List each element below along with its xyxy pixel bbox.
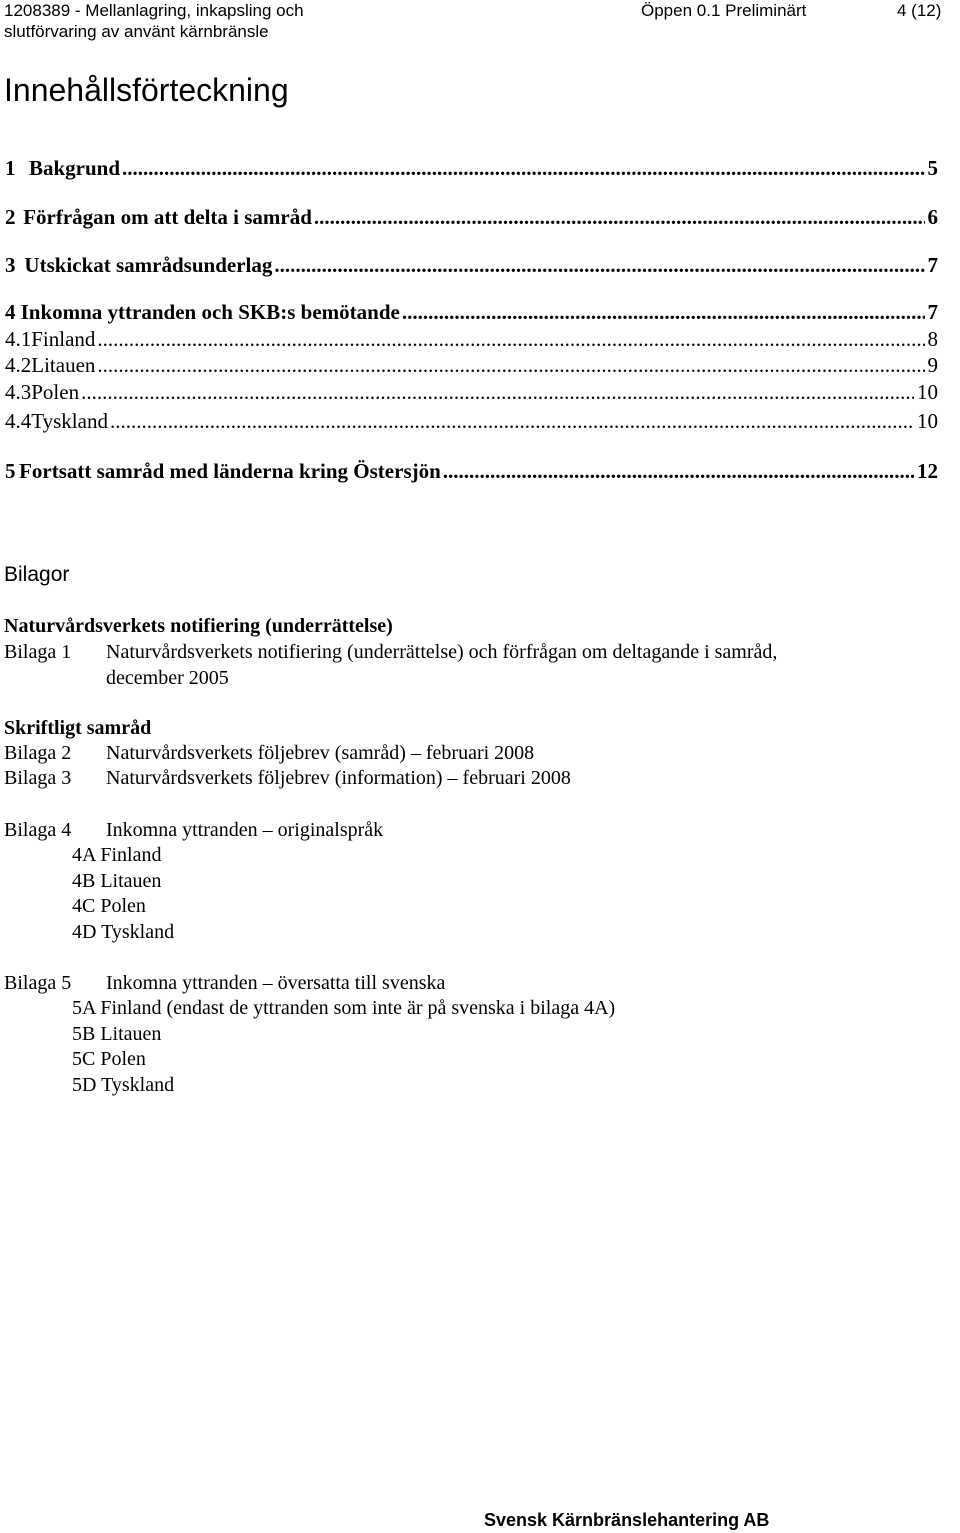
appendix-label: Bilaga 3 (4, 767, 72, 789)
header-doc-title-line2: slutförvaring av använt kärnbränsle (4, 22, 269, 41)
toc-page: 10 (917, 409, 938, 433)
toc-page: 7 (927, 300, 938, 324)
toc-label: Bakgrund (28, 156, 120, 180)
appendix-entry (0, 742, 960, 768)
toc-leader-dots (97, 327, 924, 352)
toc-label: Förfrågan om att delta i samråd (23, 205, 312, 229)
toc-page: 5 (927, 156, 938, 180)
toc-leader-dots (443, 459, 914, 484)
header-doc-title-line1: 1208389 - Mellanlagring, inkapsling och (4, 1, 304, 20)
toc-leader-dots (81, 380, 914, 405)
appendix-sub-item: 5C Polen (72, 1048, 146, 1070)
appendix-sub-item: 4C Polen (72, 895, 146, 917)
appendix-text: Naturvårdsverkets följebrev (samråd) – februari 2008 (106, 742, 535, 764)
toc-number: 2 (5, 205, 16, 229)
toc-leader-dots (274, 253, 924, 278)
appendix-label: Bilaga 1 (4, 641, 72, 663)
appendix-label: Bilaga 2 (4, 742, 72, 764)
toc-page: 12 (917, 459, 938, 483)
appendix-sub-item: 5D Tyskland (72, 1074, 175, 1096)
toc-label: Litauen (31, 353, 96, 377)
appendix-sub-item: 4A Finland (72, 844, 162, 866)
toc-entry[interactable] (5, 300, 938, 325)
toc-number: 4 (5, 300, 16, 324)
appendix-entry (0, 819, 960, 845)
appendix-text: Naturvårdsverkets följebrev (information) – februari 2008 (106, 767, 571, 789)
toc-leader-dots (314, 205, 925, 230)
toc-label: Utskickat samrådsunderlag (24, 253, 273, 277)
page-title: Innehållsförteckning (4, 72, 289, 108)
toc-label: Tyskland (31, 409, 108, 433)
toc-number: 1 (5, 156, 16, 180)
toc-entry[interactable] (5, 353, 938, 378)
appendix-text: Naturvårdsverkets notifiering (underrättelse) och förfrågan om deltagande i samråd, (106, 641, 778, 663)
toc-page: 10 (917, 380, 938, 404)
appendix-sub-item: 4B Litauen (72, 870, 162, 892)
toc-label: Polen (31, 380, 80, 404)
toc-page: 9 (927, 353, 938, 377)
toc-entry[interactable] (5, 459, 938, 484)
toc-label: Finland (31, 327, 96, 351)
toc-label: Fortsatt samråd med länderna kring Östersjön (19, 459, 441, 483)
toc-leader-dots (97, 353, 924, 378)
appendix-entry (0, 767, 960, 793)
footer-company: Svensk Kärnbränslehantering AB (484, 1510, 770, 1530)
toc-number: 4.4 (5, 409, 32, 433)
toc-label: Inkomna yttranden och SKB:s bemötande (20, 300, 400, 324)
appendix-text-continued: december 2005 (106, 667, 229, 689)
toc-entry[interactable] (5, 327, 938, 352)
toc-page: 8 (927, 327, 938, 351)
appendix-entry (0, 972, 960, 998)
appendix-text: Inkomna yttranden – översatta till svenska (106, 972, 446, 994)
appendix-sub-item: 5A Finland (endast de yttranden som inte är på svenska i bilaga 4A) (72, 997, 616, 1019)
header-status: Öppen 0.1 Preliminärt (641, 1, 807, 20)
toc-number: 4.1 (5, 327, 32, 351)
toc-entry[interactable] (5, 380, 938, 405)
appendix-label: Bilaga 4 (4, 819, 72, 841)
section-heading-notification: Naturvårdsverkets notifiering (underrättelse) (4, 615, 393, 637)
toc-entry[interactable] (5, 156, 938, 181)
toc-number: 5 (5, 459, 16, 483)
toc-page: 6 (927, 205, 938, 229)
toc-entry[interactable] (5, 409, 938, 434)
appendix-sub-item: 4D Tyskland (72, 921, 175, 943)
toc-entry[interactable] (5, 253, 938, 278)
toc-number: 4.3 (5, 380, 32, 404)
toc-entry[interactable] (5, 205, 938, 230)
toc-number: 3 (5, 253, 16, 277)
appendices-heading: Bilagor (4, 563, 70, 586)
appendix-entry (0, 641, 960, 693)
appendix-text: Inkomna yttranden – originalspråk (106, 819, 384, 841)
toc-page: 7 (927, 253, 938, 277)
toc-leader-dots (122, 156, 925, 181)
toc-leader-dots (110, 409, 914, 434)
appendix-label: Bilaga 5 (4, 972, 72, 994)
appendix-sub-item: 5B Litauen (72, 1023, 162, 1045)
toc-number: 4.2 (5, 353, 32, 377)
header-page-number: 4 (12) (897, 1, 942, 20)
section-heading-written-consultation: Skriftligt samråd (4, 717, 152, 739)
toc-leader-dots (402, 300, 925, 325)
